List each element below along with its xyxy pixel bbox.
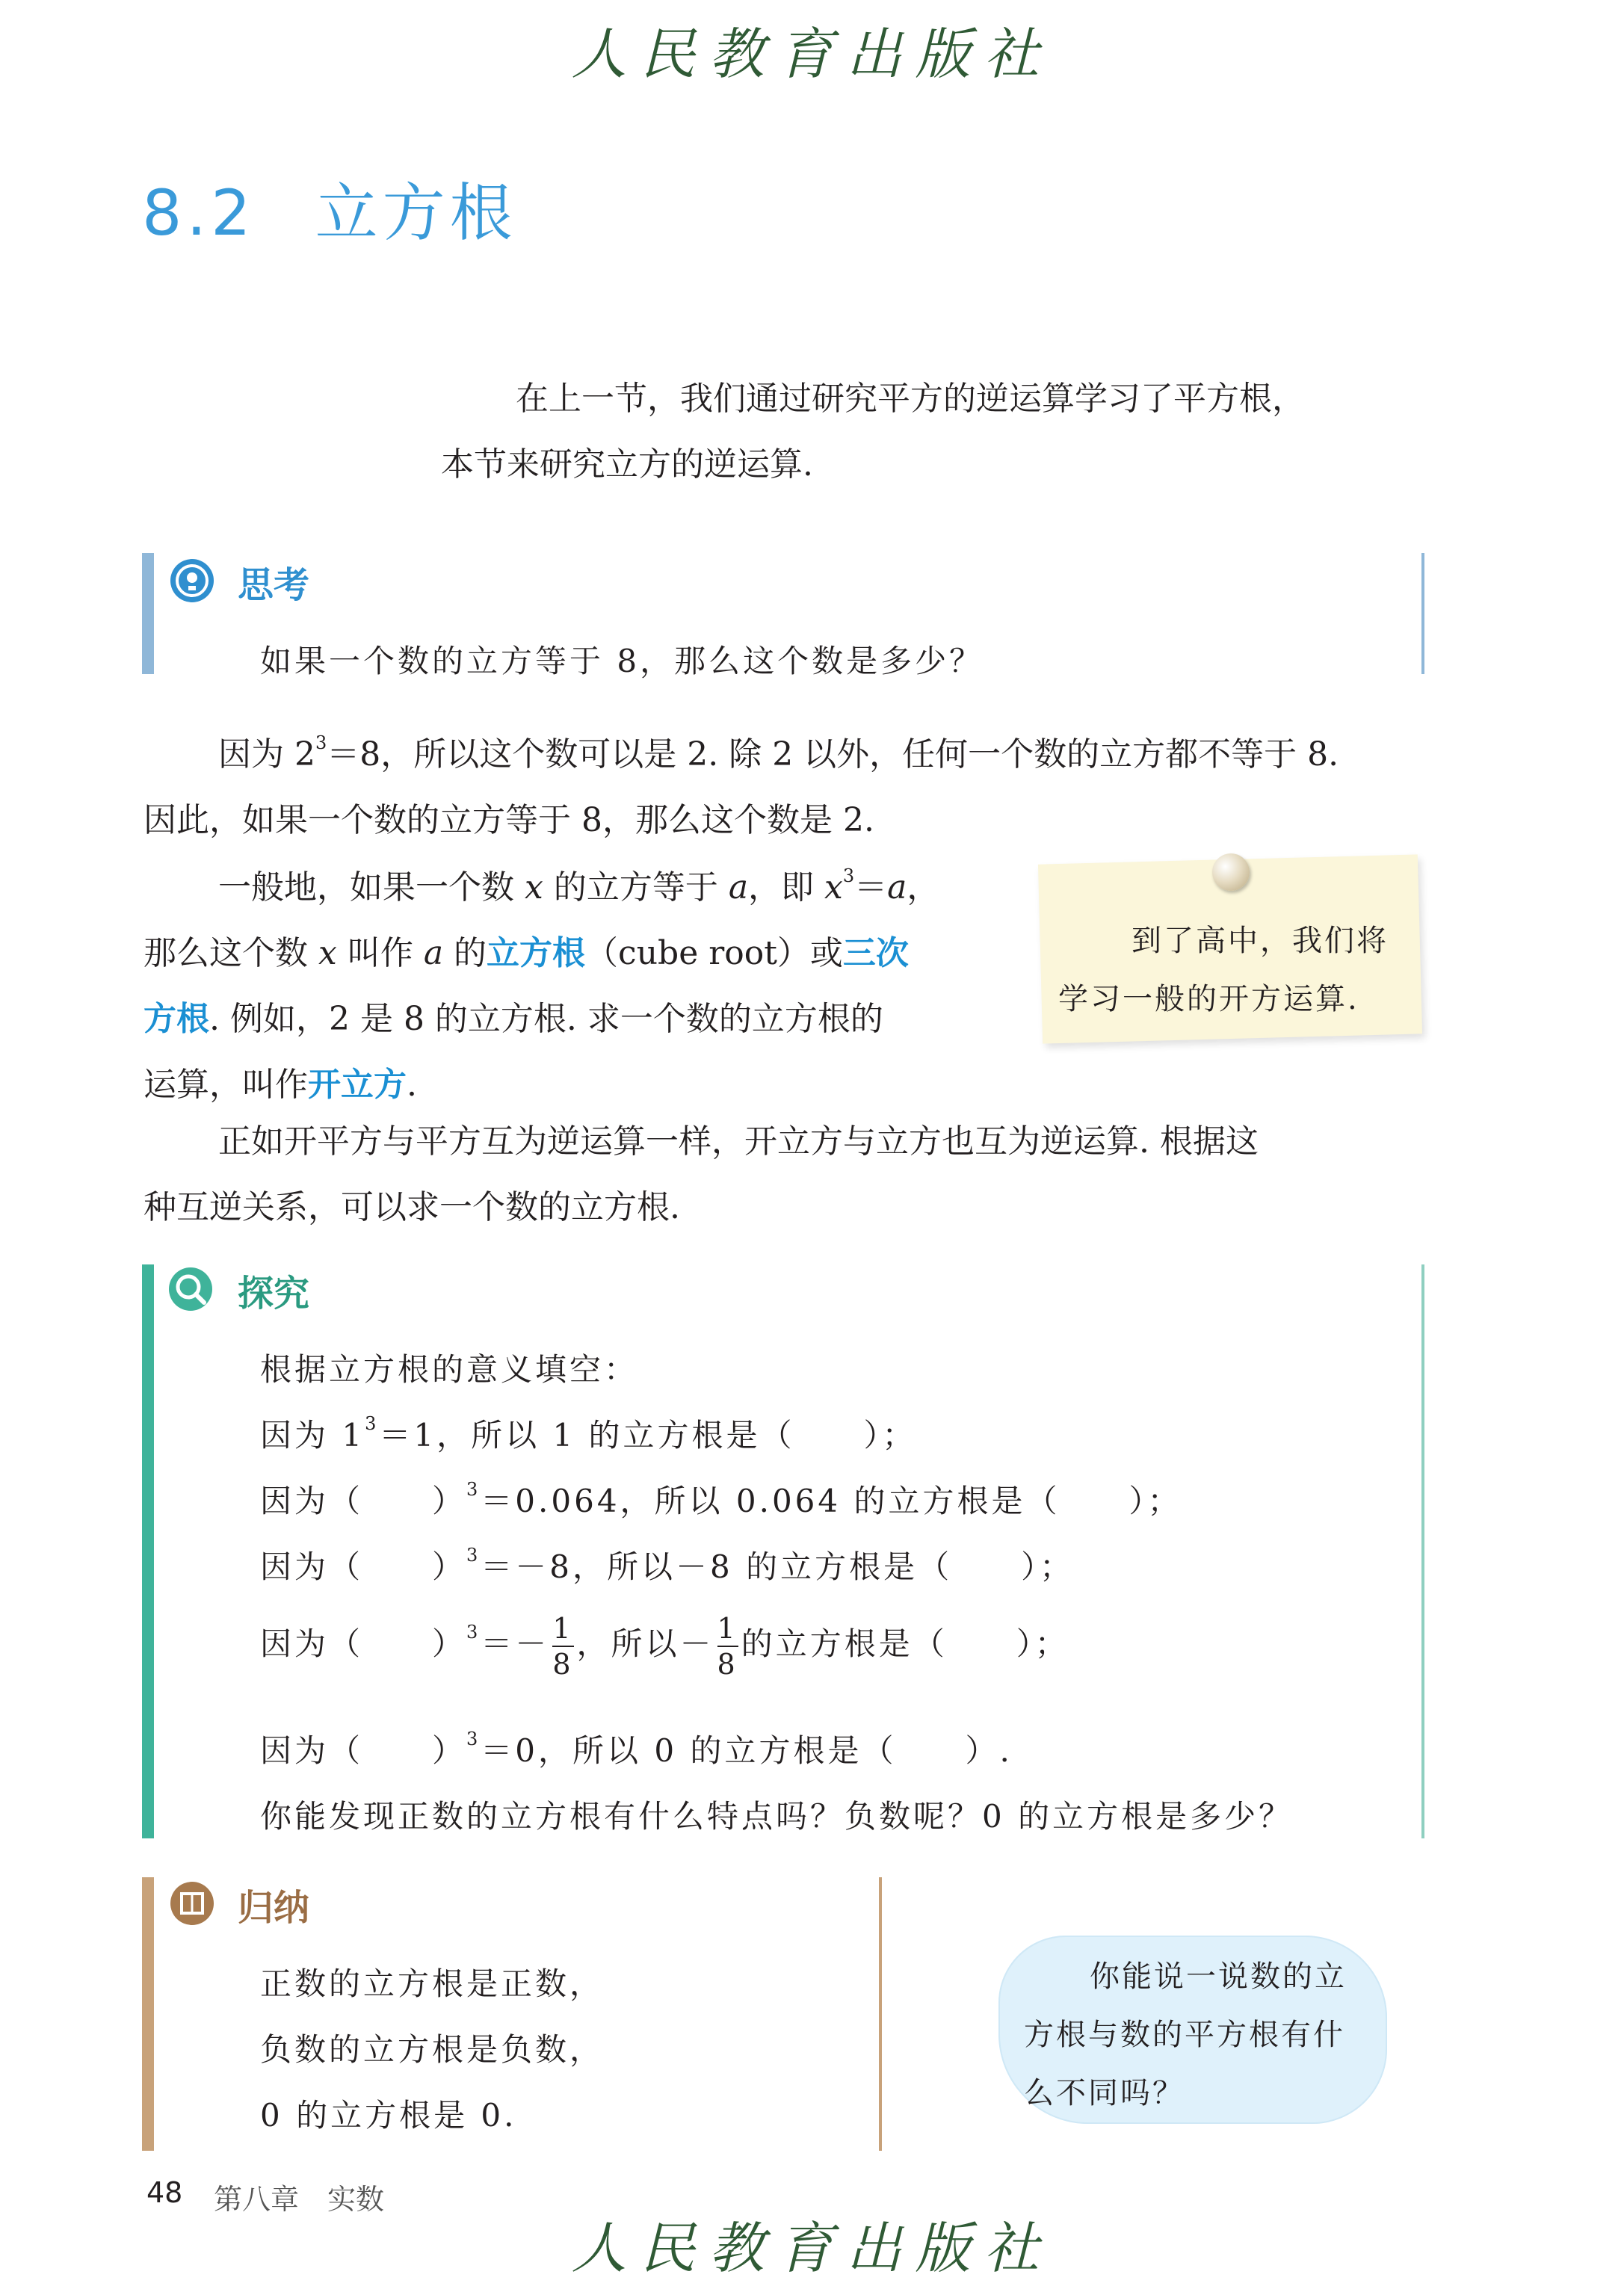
keyword-third-root: 三次 bbox=[842, 934, 909, 972]
explore-line-2 bbox=[260, 1411, 917, 1456]
superscript: 3 bbox=[842, 865, 855, 886]
text-segment: 的 bbox=[443, 934, 487, 972]
fraction-denominator: 8 bbox=[552, 1648, 574, 1681]
text-segment: ＝ bbox=[854, 868, 888, 906]
summary-line-1: 正数的立方根是正数， bbox=[260, 1965, 605, 2002]
superscript: 3 bbox=[365, 1413, 380, 1434]
text-segment: 的立方等于 bbox=[543, 868, 729, 906]
text-segment: 因为（ ） bbox=[260, 1732, 467, 1769]
text-segment: 那么这个数 bbox=[143, 934, 318, 972]
fraction-bar bbox=[552, 1646, 573, 1647]
text-segment: ， bbox=[907, 868, 940, 906]
explore-box-right-line bbox=[1421, 1264, 1424, 1838]
think-question: 如果一个数的立方等于 8，那么这个数是多少？ bbox=[260, 643, 984, 679]
intro-line-1: 在上一节，我们通过研究平方的逆运算学习了平方根， bbox=[516, 380, 1305, 418]
text-segment: ＝0，所以 0 的立方根是（ ）. bbox=[481, 1732, 1013, 1769]
cloud-line-3: 么不同吗？ bbox=[1024, 2076, 1185, 2110]
sticky-note-line-2: 学习一般的开方运算. bbox=[1058, 982, 1359, 1016]
summary-heading: 归纳 bbox=[238, 1887, 310, 1929]
variable-a: a bbox=[423, 934, 444, 972]
summary-box-right-line bbox=[879, 1877, 882, 2151]
cloud-text bbox=[1024, 1947, 1375, 2122]
summary-line-3: 0 的立方根是 0. bbox=[260, 2097, 517, 2134]
text-segment: 一般地，如果一个数 bbox=[218, 868, 525, 906]
fraction-numerator: 1 bbox=[717, 1612, 738, 1645]
variable-a: a bbox=[887, 868, 907, 906]
text-segment: ＝0.064，所以 0.064 的立方根是（ ）； bbox=[481, 1483, 1182, 1519]
book-icon bbox=[170, 1882, 214, 1925]
paragraph-3 bbox=[143, 1109, 1444, 1241]
variable-a: a bbox=[728, 868, 749, 906]
think-heading: 思考 bbox=[238, 564, 310, 606]
definition-line-3 bbox=[143, 986, 1003, 1052]
explore-heading: 探究 bbox=[238, 1273, 310, 1315]
superscript: 3 bbox=[466, 1545, 481, 1566]
text-segment: 因为（ ） bbox=[260, 1625, 467, 1662]
text-segment: ＝－ bbox=[481, 1625, 550, 1662]
superscript: 3 bbox=[466, 1729, 481, 1749]
text-segment: 因为（ ） bbox=[260, 1548, 467, 1585]
paragraph-1-line-1 bbox=[143, 710, 1444, 788]
pushpin-icon bbox=[1212, 853, 1250, 891]
magnifier-icon bbox=[169, 1267, 212, 1311]
superscript: 3 bbox=[466, 1622, 481, 1643]
explore-line-7: 你能发现正数的立方根有什么特点吗？负数呢？0 的立方根是多少？ bbox=[260, 1798, 1294, 1835]
paragraph-1 bbox=[143, 710, 1444, 853]
section-title bbox=[142, 163, 517, 253]
text-segment: 因为（ ） bbox=[260, 1483, 467, 1519]
cloud-line-1: 你能说一说数的立 bbox=[1090, 1959, 1347, 1994]
keyword-third-root-cont: 方根 bbox=[143, 1000, 209, 1038]
variable-x: x bbox=[824, 868, 843, 906]
summary-line-2: 负数的立方根是负数， bbox=[260, 2031, 605, 2068]
text-segment: . 例如，2 是 8 的立方根. 求一个数的立方根的 bbox=[209, 1000, 883, 1038]
keyword-extract-cube-root: 开立方 bbox=[308, 1066, 407, 1104]
think-box-right-line bbox=[1421, 553, 1424, 674]
fraction-one-eighth bbox=[552, 1612, 574, 1681]
fraction-denominator: 8 bbox=[717, 1648, 738, 1681]
publisher-watermark-bottom: 人民教育出版社 bbox=[571, 2217, 1053, 2281]
explore-line-4 bbox=[260, 1542, 1074, 1587]
fraction-bar bbox=[717, 1646, 738, 1647]
definition-line-2 bbox=[143, 921, 1003, 986]
text-segment: 因为 1 bbox=[260, 1417, 365, 1454]
superscript: 3 bbox=[315, 732, 327, 753]
explore-line-1: 根据立方根的意义填空： bbox=[260, 1351, 639, 1388]
chapter-label: 第八章 实数 bbox=[214, 2183, 385, 2216]
definition-line-4 bbox=[143, 1052, 1003, 1118]
text-segment: . bbox=[407, 1066, 417, 1104]
definition-line-1 bbox=[143, 843, 1003, 921]
explore-line-6 bbox=[260, 1726, 1013, 1771]
explore-line-3 bbox=[260, 1477, 1182, 1522]
variable-x: x bbox=[525, 868, 543, 906]
sticky-note-line-1: 到了高中，我们将 bbox=[1131, 924, 1389, 958]
paragraph-1-line-2: 因此，如果一个数的立方等于 8，那么这个数是 2. bbox=[143, 801, 874, 839]
text-segment: ，即 bbox=[748, 868, 825, 906]
text-segment: 因为 2 bbox=[218, 735, 315, 773]
section-number: 8.2 bbox=[142, 176, 256, 250]
page-number: 48 bbox=[146, 2176, 183, 2209]
lightbulb-icon bbox=[170, 559, 214, 602]
text-segment: （cube root）或 bbox=[585, 934, 843, 972]
text-segment: 运算，叫作 bbox=[143, 1066, 308, 1104]
paragraph-3-line-2: 种互逆关系，可以求一个数的立方根. bbox=[143, 1188, 680, 1226]
intro-paragraph bbox=[441, 366, 1435, 498]
intro-line-2: 本节来研究立方的逆运算. bbox=[441, 445, 813, 484]
definition-paragraph bbox=[143, 843, 1003, 1118]
text-segment: 的立方根是（ ）； bbox=[741, 1625, 1069, 1662]
text-segment: ＝8，所以这个数可以是 2. 除 2 以外，任何一个数的立方都不等于 8. bbox=[327, 735, 1339, 773]
sticky-note-text bbox=[1058, 912, 1417, 1028]
explore-box-bar bbox=[142, 1264, 154, 1838]
text-segment: ＝－8，所以－8 的立方根是（ ）； bbox=[481, 1548, 1075, 1585]
summary-box-bar bbox=[142, 1877, 154, 2151]
text-segment: ＝1，所以 1 的立方根是（ ）； bbox=[379, 1417, 917, 1454]
fraction-one-eighth bbox=[717, 1612, 738, 1681]
section-name: 立方根 bbox=[315, 176, 517, 250]
text-segment: 叫作 bbox=[336, 934, 424, 972]
superscript: 3 bbox=[466, 1479, 481, 1500]
variable-x: x bbox=[318, 934, 337, 972]
text-segment: ，所以－ bbox=[576, 1625, 714, 1662]
publisher-watermark-top: 人民教育出版社 bbox=[571, 22, 1053, 87]
paragraph-3-line-1: 正如开平方与平方互为逆运算一样，开立方与立方也互为逆运算. 根据这 bbox=[218, 1122, 1259, 1161]
think-box-bar bbox=[142, 553, 154, 674]
keyword-cube-root: 立方根 bbox=[487, 934, 586, 972]
cloud-line-2: 方根与数的平方根有什 bbox=[1024, 2018, 1345, 2052]
explore-line-5 bbox=[260, 1612, 1069, 1681]
fraction-numerator: 1 bbox=[552, 1612, 574, 1645]
